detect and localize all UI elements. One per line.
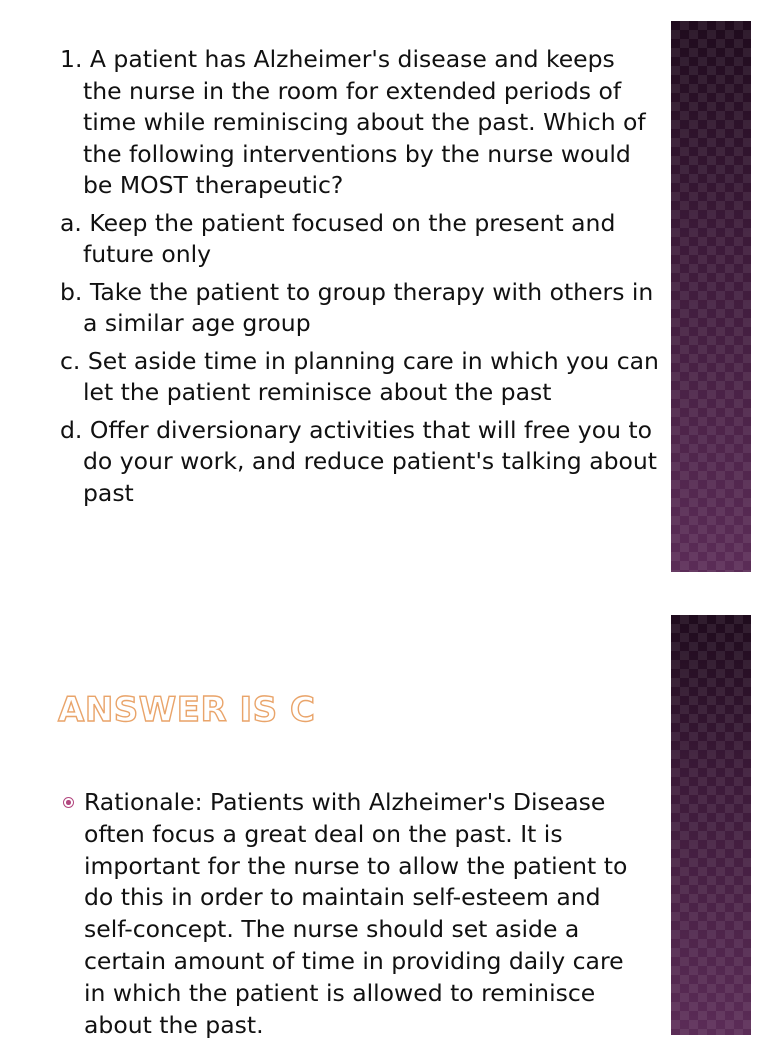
bullet-icon [60,787,84,819]
decorative-side-band-top [671,21,751,572]
rationale-text: Rationale: Patients with Alzheimer's Disease often focus a great deal on the past. It is important for the nurse to allow the patient to do this in order to maintain self-esteem and self-concept. The nurse should set aside a certain amount of time in providing daily care in which the patient is allowed to reminisce about the past. [84,788,628,1039]
option-d: d. Offer diversionary activities that will free you to do your work, and reduce patient's talking about past [60,415,657,507]
rationale-block [60,787,650,1041]
decorative-side-band-bottom [671,615,751,1035]
option-b: b. Take the patient to group therapy with others in a similar age group [60,277,654,337]
option-c: c. Set aside time in planning care in which you can let the patient reminisce about the past [60,346,659,406]
question-block [60,44,660,515]
question-stem: 1. A patient has Alzheimer's disease and keeps the nurse in the room for extended periods of time while reminiscing about the past. Which of the following interventions by the nurse would be MOST therapeutic? [60,45,646,199]
option-a: a. Keep the patient focused on the present and future only [60,208,616,268]
answer-title: ANSWER IS C [58,690,316,730]
